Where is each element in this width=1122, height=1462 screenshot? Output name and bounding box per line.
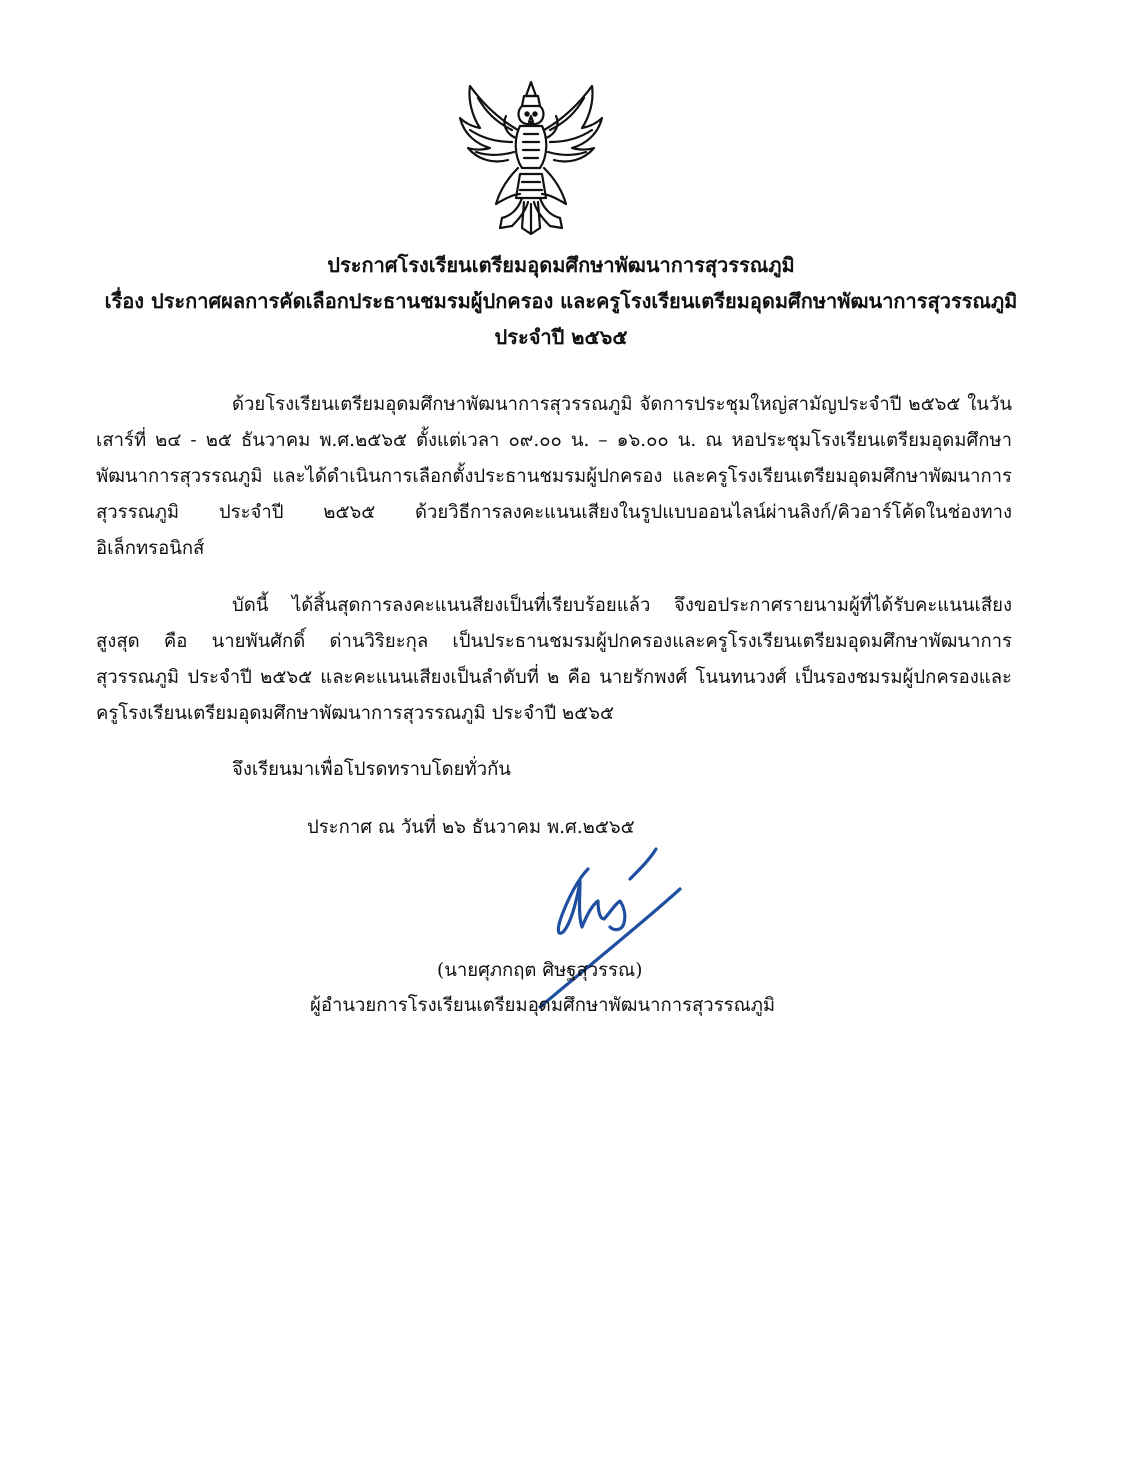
signer-position: ผู้อำนวยการโรงเรียนเตรียมอุดมศึกษาพัฒนาการสุวรรณภูมิ [310,995,776,1016]
closing-line: จึงเรียนมาเพื่อโปรดทราบโดยทั่วกัน [232,759,511,780]
body-paragraph-1-text: ด้วยโรงเรียนเตรียมอุดมศึกษาพัฒนาการสุวรรณภูมิ จัดการประชุมใหญ่สามัญประจำปี ๒๕๖๕ ในวันเสาร์ที่ ๒๔ - ๒๕ ธันวาคม พ.ศ.๒๕๖๕ ตั้งแต่เวลา ๐๙.๐๐ น. – ๑๖.๐๐ น. ณ หอประชุมโรงเรียนเตรียมอุดมศึกษาพัฒนาการสุวรรณภูมิ และได้ดำเนินการเลือกตั้งประธานชมรมผู้ปกครอง และครูโรงเรียนเตรียมอุดมศึกษาพัฒนาการสุวรรณภูมิ ประจำปี ๒๕๖๕ ด้วยวิธีการลงคะแนนเสียงในรูปแบบออนไลน์ผ่านลิงก์/คิวอาร์โค้ดในช่องทางอิเล็กทรอนิกส์ [96,394,1012,559]
body-paragraph-2-text: บัดนี้ ได้สิ้นสุดการลงคะแนนสียงเป็นที่เรียบร้อยแล้ว จึงขอประกาศรายนามผู้ที่ได้รับคะแนนเสียงสูงสุด คือ นายพันศักดิ์ ด่านวิริยะกุล เป็นประธานชมรมผู้ปกครองและครูโรงเรียนเตรียมอุดมศึกษาพัฒนาการสุวรรณภูมิ ประจำปี ๒๕๖๕ และคะแนนเสียงเป็นลำดับที่ ๒ คือ นายรักพงศ์ โนนทนวงศ์ เป็นรองชมรมผู้ปกครองและครูโรงเรียนเตรียมอุดมศึกษาพัฒนาการสุวรรณภูมิ ประจำปี ๒๕๖๕ [96,595,1012,724]
garuda-emblem-icon [456,78,606,238]
announcement-title: ประกาศโรงเรียนเตรียมอุดมศึกษาพัฒนาการสุวรรณภูมิ [327,253,795,277]
announcement-date: ประกาศ ณ วันที่ ๒๖ ธันวาคม พ.ศ.๒๕๖๕ [307,817,635,838]
body-paragraph-2 [96,588,1012,732]
signer-name: (นายศุภกฤต ศิษฐสุวรรณ) [437,960,643,981]
announcement-year: ประจำปี ๒๕๖๕ [494,325,628,349]
body-paragraph-1 [96,387,1012,567]
announcement-subject: เรื่อง ประกาศผลการคัดเลือกประธานชมรมผู้ปกครอง และครูโรงเรียนเตรียมอุดมศึกษาพัฒนาการสุวรรณภูมิ [104,289,1018,313]
